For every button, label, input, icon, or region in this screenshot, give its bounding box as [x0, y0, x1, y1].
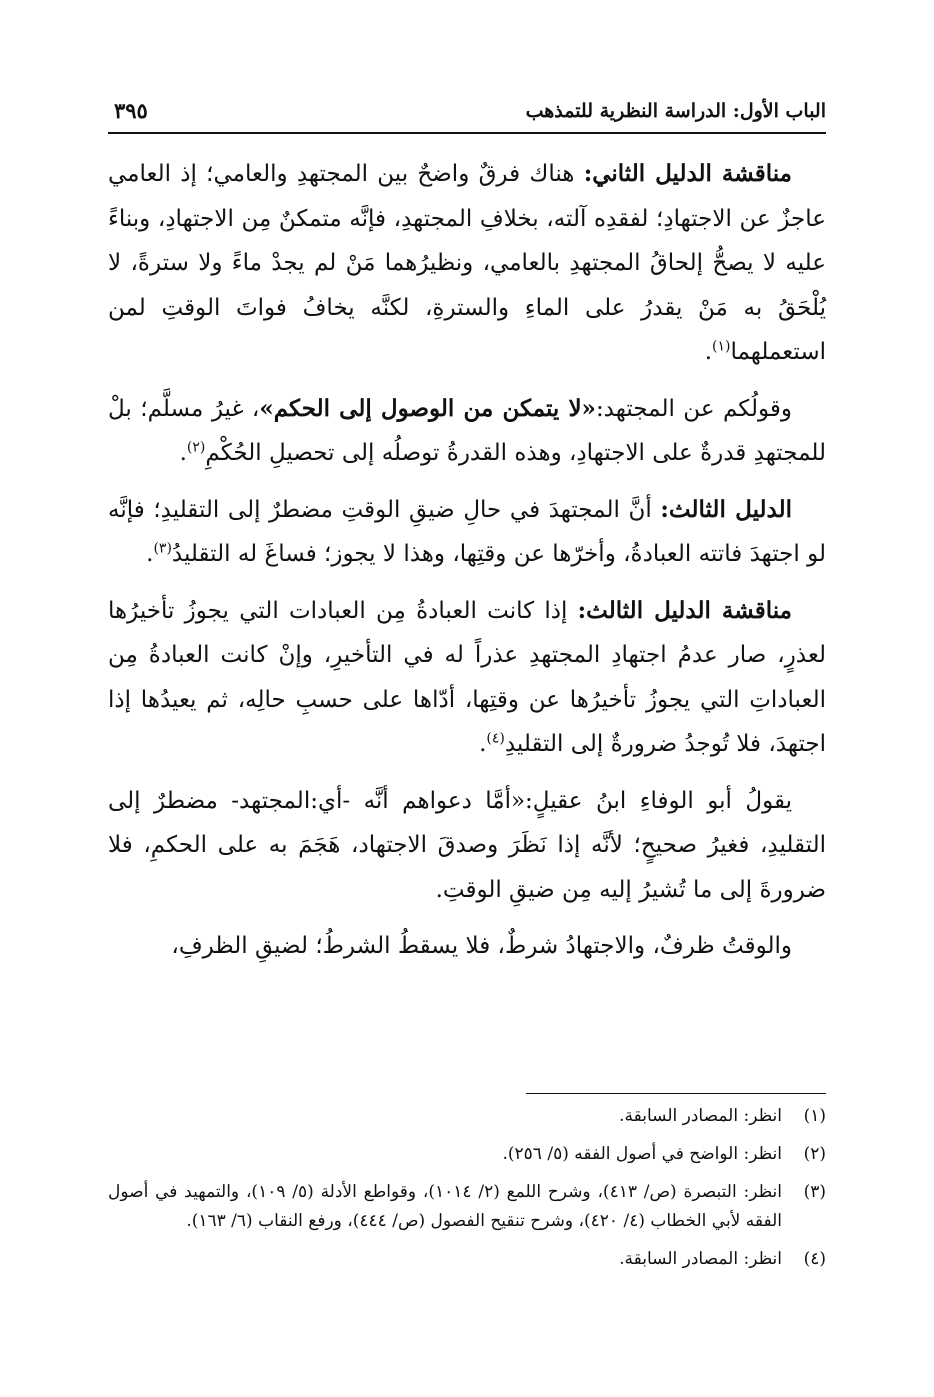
paragraph-intro: وقولُكم عن المجتهد:: [595, 395, 792, 422]
paragraph-4: [108, 589, 826, 767]
footnote-2: [108, 1140, 826, 1169]
paragraph-tail: .: [704, 339, 713, 365]
quoted-claim: «لا يتمكن من الوصول إلى الحكم»: [259, 394, 596, 422]
paragraph-text: أنَّ المجتهدَ في حالِ ضيقِ الوقتِ مضطرٌ إلى التقليدِ؛ فإنَّه لو اجتهدَ فاتته العبادةُ، وأخرّها عن وقتِها، وهذا لا يجوز؛ فساغَ له التقليدُ: [108, 496, 826, 567]
page-number: ٣٩٥: [114, 98, 148, 123]
footnote-4: [108, 1245, 826, 1274]
running-header: [108, 98, 826, 134]
paragraph-text: هناك فرقٌ واضحٌ بين المجتهدِ والعامي؛ إذ العامي عاجزٌ عن الاجتهادِ؛ لفقدِه آلته، بخلافِ المجتهدِ، فإنَّه متمكنٌ مِن الاجتهادِ، وبناءً عليه لا يصحُّ إلحاقُ المجتهدِ بالعامي، ونظيرُهما مَنْ لم يجدْ ماءً ولا سترةً، لا يُلْحَقُ به مَنْ يقدرُ على الماءِ والسترةِ، لكنَّه يخافُ فواتَ الوقتِ لمن استعملهما: [108, 161, 826, 365]
footnote-text: انظر: المصادر السابقة.: [619, 1106, 782, 1126]
paragraph-tail: .: [146, 541, 154, 567]
paragraph-6: [108, 924, 826, 969]
paragraph-3: [108, 488, 826, 577]
paragraph-heading: الدليل الثالث:: [660, 495, 792, 523]
footnote-ref: (٣): [153, 540, 172, 557]
paragraph-text: إذا كانت العبادةُ مِن العبادات التي يجوزُ تأخيرُها لعذرٍ، صار عدمُ اجتهادِ المجتهدِ عذراً له في التأخيرِ، وإنْ كانت العبادةُ مِن العباداتِ التي يجوزُ تأخيرُها عن وقتِها، أدّاها على حسبِ حالِه، ثم يعيدُها إذا اجتهدَ، فلا تُوجدُ ضرورةٌ إلى التقليدِ: [108, 597, 826, 757]
paragraph-tail: .: [179, 440, 187, 466]
footnote-text: انظر: الواضح في أصول الفقه (٥/ ٢٥٦).: [502, 1144, 782, 1164]
footnotes: [108, 1102, 826, 1283]
paragraph-text: ، غيرُ مسلَّم؛ بلْ للمجتهدِ قدرةٌ على الاجتهادِ، وهذه القدرةُ توصلُه إلى تحصيلِ الحُكْمِ: [108, 395, 826, 466]
paragraph-text: يقولُ أبو الوفاءِ ابنُ عقيلٍ:«أمَّا دعواهم أنَّه -أي:المجتهد- مضطرٌ إلى التقليدِ، فغيرُ صحيحٍ؛ لأنَّه إذا نَظَرَ وصدقَ الاجتهاد، هَجَمَ به على الحكمِ، فلا ضرورةَ إلى ما تُشيرُ إليه مِن ضيقِ الوقتِ.: [108, 787, 826, 903]
paragraph-2: [108, 387, 826, 476]
paragraph-5: [108, 779, 826, 913]
footnote-ref: (٤): [486, 730, 505, 747]
paragraph-1: [108, 152, 826, 375]
footnote-number: (٤): [803, 1249, 826, 1269]
chapter-title: الباب الأول: الدراسة النظرية للتمذهب: [525, 100, 826, 122]
footnote-3: [108, 1178, 826, 1236]
paragraph-heading: مناقشة الدليل الثالث:: [577, 596, 792, 624]
paragraph-heading: مناقشة الدليل الثاني:: [583, 160, 793, 187]
paragraph-text: والوقتُ ظرفٌ، والاجتهادُ شرطٌ، فلا يسقطُ الشرطُ؛ لضيقِ الظرفِ،: [171, 933, 792, 959]
main-text: [108, 152, 826, 981]
footnote-ref: (١): [712, 338, 731, 355]
footnote-text: انظر: المصادر السابقة.: [619, 1249, 782, 1269]
footnote-separator: [526, 1093, 826, 1094]
paragraph-tail: .: [479, 731, 487, 757]
footnote-number: (١): [803, 1106, 826, 1126]
footnote-1: [108, 1102, 826, 1131]
footnote-number: (٣): [803, 1182, 826, 1202]
footnote-text: انظر: التبصرة (ص/ ٤١٣)، وشرح اللمع (٢/ ١٠١٤)، وقواطع الأدلة (٥/ ١٠٩)، والتمهيد في أصول الفقه لأبي الخطاب (٤/ ٤٢٠)، وشرح تنقيح الفصول (ص/ ٤٤٤)، ورفع النقاب (٦/ ١٦٣).: [108, 1182, 782, 1231]
footnote-number: (٢): [803, 1144, 826, 1164]
footnote-ref: (٢): [186, 439, 206, 456]
